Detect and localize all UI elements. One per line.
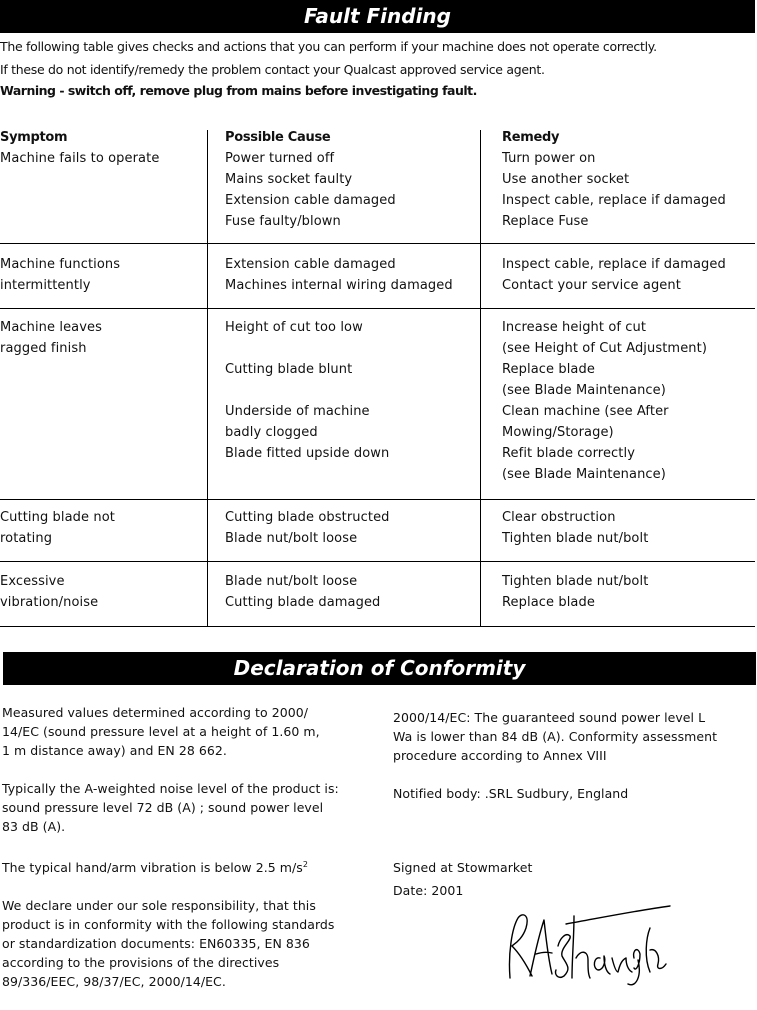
cause-line: Extension cable damaged <box>225 257 396 272</box>
table-row-cause <box>225 254 453 296</box>
warning-text: Warning - switch off, remove plug from mains before investigating fault. <box>0 83 477 98</box>
table-row-remedy <box>502 148 726 232</box>
cause-line: Cutting blade obstructed <box>225 510 390 525</box>
text-line: product is in conformity with the following standards <box>2 917 335 933</box>
remedy-line: Replace blade <box>502 595 595 610</box>
row-divider <box>0 499 755 500</box>
symptom-line: Machine leaves <box>0 320 102 335</box>
intro-line-1: The following table gives checks and actions that you can perform if your machine does not operate correctly. <box>0 39 657 54</box>
text-line: sound pressure level 72 dB (A) ; sound power level <box>2 800 324 815</box>
header-symptom: Symptom <box>0 130 68 145</box>
table-row-cause <box>225 507 390 549</box>
symptom-line: Cutting blade not <box>0 510 115 525</box>
intro-line-2: If these do not identify/remedy the problem contact your Qualcast approved service agent. <box>0 62 545 77</box>
table-row-cause <box>225 571 380 613</box>
remedy-line: Tighten blade nut/bolt <box>502 574 649 589</box>
declaration-title: Declaration of Conformity <box>3 652 756 685</box>
cause-line: Height of cut too low <box>225 320 363 335</box>
table-row-symptom <box>0 254 120 296</box>
conformity-paragraph <box>2 896 374 991</box>
remedy-line: Inspect cable, replace if damaged <box>502 193 726 208</box>
table-row-cause <box>225 148 396 232</box>
symptom-line: intermittently <box>0 278 91 293</box>
text-line: We declare under our sole responsibility, that this <box>2 898 316 914</box>
remedy-line: Use another socket <box>502 172 630 187</box>
symptom-line: Excessive <box>0 574 65 589</box>
sound-power-paragraph <box>393 708 755 765</box>
table-row-symptom <box>0 148 159 169</box>
row-divider <box>0 626 755 627</box>
text-line: The typical hand/arm vibration is below 2.5 m/s <box>2 860 303 876</box>
cause-line: Power turned off <box>225 151 335 166</box>
remedy-line: Tighten blade nut/bolt <box>502 531 649 546</box>
remedy-line: Inspect cable, replace if damaged <box>502 257 726 272</box>
table-row-remedy <box>502 507 648 549</box>
fault-finding-title: Fault Finding <box>0 0 755 33</box>
remedy-line: (see Blade Maintenance) <box>502 383 666 398</box>
text-line: 83 dB (A). <box>2 819 66 834</box>
measured-values-paragraph <box>2 703 374 760</box>
declaration-left-column <box>2 703 374 1010</box>
remedy-line: Clean machine (see After <box>502 404 669 419</box>
remedy-line: Replace blade <box>502 362 595 377</box>
signed-location: Signed at Stowmarket <box>393 860 533 875</box>
cause-line: Cutting blade damaged <box>225 595 381 610</box>
table-row-remedy <box>502 317 707 485</box>
remedy-line: Replace Fuse <box>502 214 589 229</box>
table-row-remedy <box>502 254 726 296</box>
header-possible-cause: Possible Cause <box>225 130 331 145</box>
remedy-line: Contact your service agent <box>502 278 681 293</box>
signed-date: Date: 2001 <box>393 883 464 898</box>
cause-line: Machines internal wiring damaged <box>225 278 453 293</box>
text-line: or standardization documents: EN60335, EN 836 <box>2 936 310 952</box>
text-line: Wa is lower than 84 dB (A). Conformity assessment <box>393 729 718 744</box>
symptom-line: ragged finish <box>0 341 87 356</box>
cause-line: badly clogged <box>225 425 318 440</box>
cause-line: Underside of machine <box>225 404 370 419</box>
text-line: 2000/14/EC: The guaranteed sound power level L <box>393 710 706 725</box>
row-divider <box>0 308 755 309</box>
cause-line: Cutting blade blunt <box>225 362 353 377</box>
text-line: 14/EC (sound pressure level at a height of 1.60 m, <box>2 724 320 739</box>
remedy-line: (see Blade Maintenance) <box>502 467 666 482</box>
remedy-line: Mowing/Storage) <box>502 425 614 440</box>
table-row-symptom <box>0 571 98 613</box>
cause-line: Blade fitted upside down <box>225 446 390 461</box>
text-line: 1 m distance away) and EN 28 662. <box>2 743 227 758</box>
column-divider-2 <box>480 130 481 627</box>
table-row-symptom <box>0 507 115 549</box>
remedy-line: Refit blade correctly <box>502 446 636 461</box>
declaration-right-column <box>393 708 755 822</box>
table-row-symptom <box>0 317 102 359</box>
signature-image <box>500 898 675 990</box>
text-line: according to the provisions of the directives <box>2 955 280 971</box>
column-divider-1 <box>207 130 208 627</box>
remedy-line: Increase height of cut <box>502 320 647 335</box>
table-row-remedy <box>502 571 648 613</box>
notified-body: Notified body: .SRL Sudbury, England <box>393 786 629 801</box>
symptom-line: Machine functions <box>0 257 121 272</box>
symptom-line: Machine fails to operate <box>0 151 160 166</box>
cause-line: Fuse faulty/blown <box>225 214 341 229</box>
cause-line: Mains socket faulty <box>225 172 353 187</box>
text-line: Measured values determined according to 2000/ <box>2 705 308 720</box>
cause-line: Blade nut/bolt loose <box>225 531 358 546</box>
spacer <box>225 380 389 401</box>
remedy-line: Turn power on <box>502 151 596 166</box>
cause-line: Blade nut/bolt loose <box>225 574 358 589</box>
row-divider <box>0 243 755 244</box>
row-divider <box>0 561 755 562</box>
superscript: 2 <box>302 860 308 869</box>
symptom-line: rotating <box>0 531 53 546</box>
noise-level-paragraph <box>2 779 374 836</box>
table-row-cause <box>225 317 389 464</box>
vibration-paragraph <box>2 855 374 877</box>
header-remedy: Remedy <box>502 130 560 145</box>
cause-line: Extension cable damaged <box>225 193 396 208</box>
remedy-line: (see Height of Cut Adjustment) <box>502 341 707 356</box>
text-line: Typically the A-weighted noise level of the product is: <box>2 781 339 796</box>
remedy-line: Clear obstruction <box>502 510 616 525</box>
symptom-line: vibration/noise <box>0 595 99 610</box>
text-line: 89/336/EEC, 98/37/EC, 2000/14/EC. <box>2 974 226 990</box>
spacer <box>225 338 389 359</box>
text-line: procedure according to Annex VIII <box>393 748 607 763</box>
